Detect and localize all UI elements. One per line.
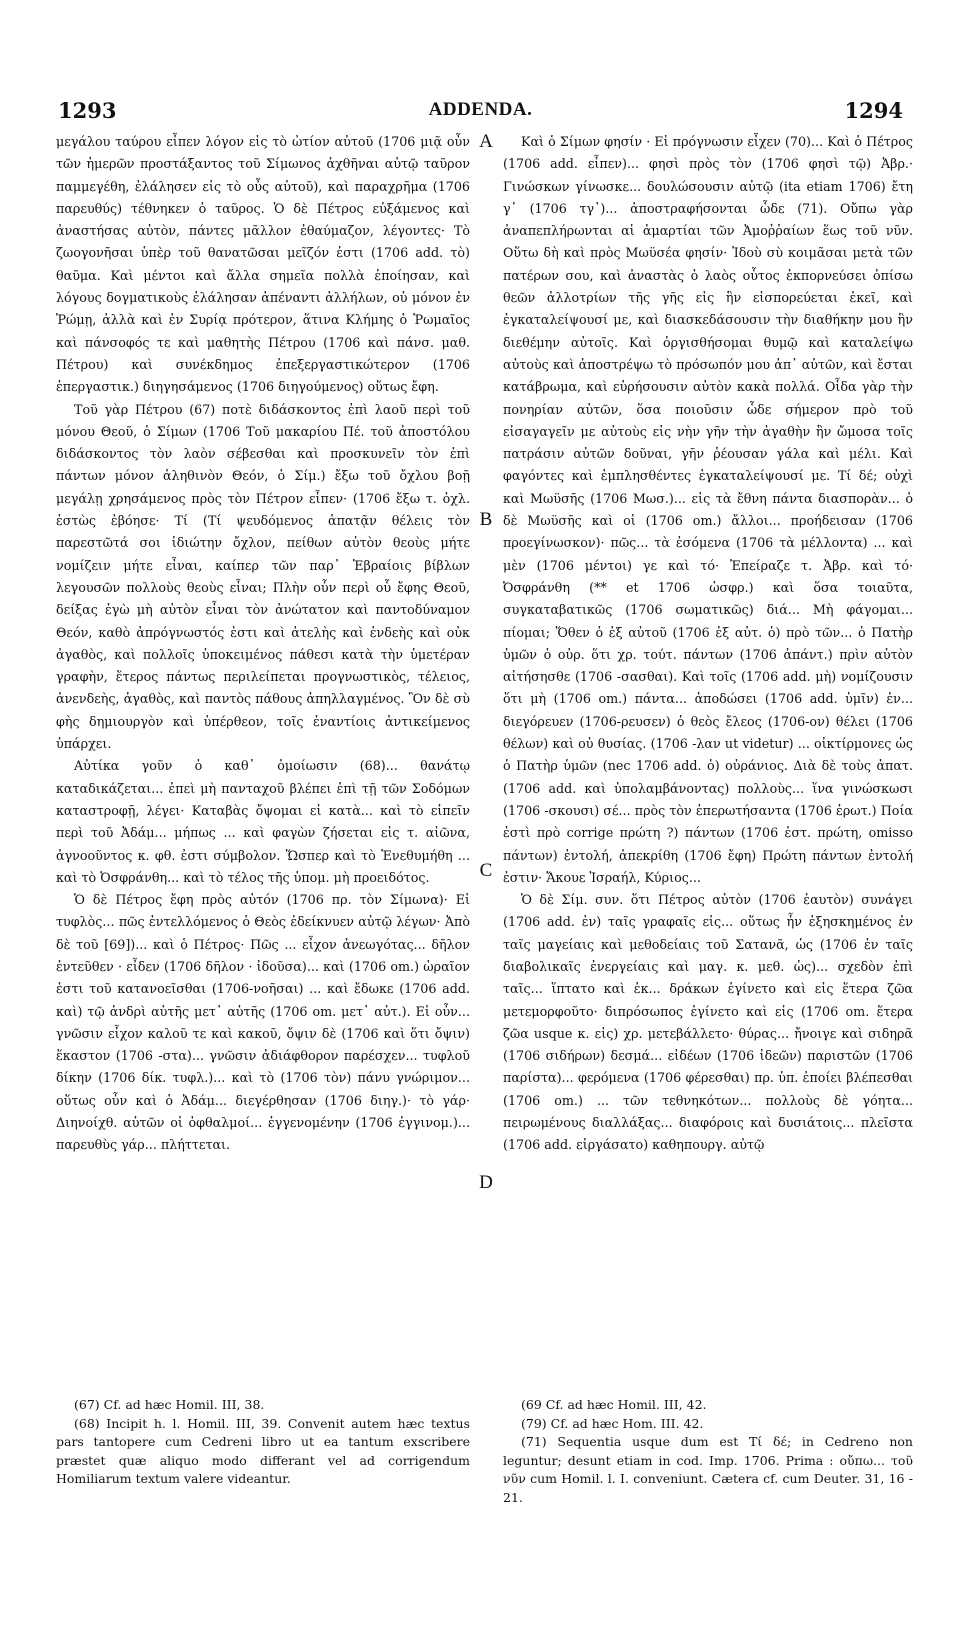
footnote: (68) Incipit h. l. Homil. III, 39. Convenit autem hæc textus pars tantopere cum Cedreni libro ut ea tantum exscribere præstet quæ aliquo modo differant vel ad corrigendum Homiliarum textum valere videantur. — [56, 1415, 470, 1487]
left-paragraph: μεγάλου ταύρου εἶπεν λόγον εἰς τὸ ὠτίον αὐτοῦ (1706 μιᾷ οὖν τῶν ἡμερῶν προστάξαντος τοῦ Σίμωνος ἀχθῆναι αὐτῷ ταῦρον παμμεγέθη, ἐλάλησεν εἰς τὸ οὖς αὐτοῦ), καὶ παραχρῆμα (1706 παρευθύς) τέθνηκεν ὁ ταῦρος. Ὁ δὲ Πέτρος εὐξάμενος καὶ ἀναστήσας αὐτὸν, πάντες μᾶλλον ἐθαύμαζον, λέγοντες· Τὸ ζωογονῆσαι ὑπὲρ τοῦ θανατῶσαι μεῖζόν ἐστι (1706 add. τὸ) θαῦμα. Καὶ μέντοι καὶ ἄλλα σημεῖα πολλὰ ἐποίησαν, καὶ λόγους δογματικοὺς ἐλάλησαν ἀπέναντι ἀλλήλων, οὐ μόνον ἐν Ῥώμῃ, ἀλλὰ καὶ ἐν Συρίᾳ πρότερον, ἅτινα Κλήμης ὁ Ῥωμαῖος καὶ πάνσοφός τε καὶ μαθητὴς Πέτρου (1706 καὶ πάνσ. μαθ. Πέτρου) καὶ συνέκδημος ἐπεξεργαστικώτερον (1706 ἐπεργαστικ.) διηγησάμενος (1706 διηγούμενος) οὕτως ἔφη. — [56, 134, 470, 395]
running-title: ADDENDA. — [428, 99, 533, 120]
footnote: (67) Cf. ad hæc Homil. III, 38. — [74, 1397, 265, 1412]
page-number-right: 1294 — [844, 98, 903, 123]
left-paragraph: Αὐτίκα γοῦν ὁ καθ᾽ ὁμοίωσιν (68)... θανάτῳ καταδικάζεται... ἐπεὶ μὴ πανταχοῦ βλέπει ἐπὶ τῇ τῶν Σοδόμων καταστροφῇ, λέγει· Καταβὰς ὄψομαι εἰ κατὰ... καὶ τὸ εἰπεῖν περὶ τοῦ Ἀδάμ... μήπως ... καὶ φαγὼν ζήσεται εἰς τ. αἰῶνα, ἀγνοοῦντος κ. φθ. ἐστι σύμβολον. Ὥσπερ καὶ τὸ Ἐνεθυμήθη ... καὶ τὸ Ὀσφράνθη... καὶ τὸ τέλος τῆς ὑπομ. μὴ προειδότος. — [56, 758, 470, 885]
left-paragraph: Ὁ δὲ Πέτρος ἔφη πρὸς αὐτόν (1706 πρ. τὸν Σίμωνα)· Εἰ τυφλὸς... πῶς ἐντελλόμενος ὁ Θεὸς ἐδείκνυεν αὐτῷ λέγων· Ἀπὸ δὲ τοῦ [69])... καὶ ὁ Πέτρος· Πῶς ... εἶχον ἀνεωγότας... δῆλον ἐντεῦθεν · εἶδεν (1706 δῆλον · ἰδοῦσα)... καὶ (1706 om.) ὡραῖον ἐστι τοῦ κατανοεῖσθαι (1706-νοῆσαι) ... καὶ ἔδωκε (1706 add. καὶ) τῷ ἀνδρὶ αὐτῆς μετ᾽ αὐτῆς (1706 om. μετ᾽ αὐτ.). Εἰ οὖν... γνῶσιν εἶχον καλοῦ τε καὶ κακοῦ, ὄψιν δὲ (1706 καὶ ὅτι ὄψιν) ἕκαστον (1706 -στα)... γνῶσιν ἀδιάφθορον παρέσχεν... τυφλοῦ δίκην (1706 δίκ. τυφλ.)... καὶ τὸ (1706 τὸν) πάνυ γνώριμον... οὕτως οὖν καὶ ὁ Ἀδάμ... διεγέρθησαν (1706 διηγ.)· τὸ γάρ· Διηνοίχθ. αὐτῶν οἱ ὀφθαλμοί... ἐγγενομένην (1706 ἐγγινομ.)... παρευθὺς γάρ... πλήττεται. — [56, 892, 470, 1153]
footnote: (79) Cf. ad hæc Hom. III. 42. — [521, 1415, 704, 1431]
left-column — [56, 131, 470, 1157]
footnotes-left — [56, 1396, 470, 1489]
page-number-left: 1293 — [58, 98, 117, 123]
section-marker-b: B — [479, 509, 493, 530]
footnote: (69 Cf. ad hæc Homil. III, 42. — [521, 1397, 707, 1412]
right-paragraph: Ὁ δὲ Σίμ. συν. ὅτι Πέτρος αὐτὸν (1706 ἑαυτὸν) συνάγει (1706 add. ἐν) ταῖς γραφαῖς εἰς... οὕτως ἦν ἐξησκημένος ἐν ταῖς μαγείαις καὶ μεθοδείαις τοῦ Σατανᾶ, ὡς (1706 ἐν ταῖς διαβολικαῖς ἐνεργείαις καὶ μαγ. κ. μεθ. ὡς)... σχεδὸν ἐπὶ ταῖς... ἵπτατο καὶ ἐκ... δράκων ἐγίνετο καὶ εἰς ἕτερα ζῶα μετεμορφοῦτο· διπρόσωπος ἐγίνετο καὶ εἰς (1706 om. ἕτερα ζῶα usque κ. εἰς) χρ. μετεβάλλετο· θύρας... ἤνοιγε καὶ σιδηρᾶ (1706 σιδήρων) δεσμά... εἰδέων (1706 ἰδεῶν) παριστῶν (1706 παρίστα)... φερόμενα (1706 φέρεσθαι) πρ. ὑπ. ἐποίει βλέπεσθαι (1706 om.) ... τῶν τεθνηκότων... πολλοὺς δὲ γόητα... πειρωμένους διαλλάξας... διαφόροις καὶ δυσιάτοις... πλεῖστα (1706 add. εἰργάσατο) καθηπουργ. αὐτῷ — [503, 892, 913, 1153]
section-marker-a: A — [479, 131, 493, 152]
footnote: (71) Sequentia usque dum est Τί δέ; in Cedreno non leguntur; desunt etiam in cod. Imp. 1706. Prima : οὔπω... τοῦ νῦν cum Homil. l. I. conveniunt. Cætera cf. cum Deuter. 31, 16 - 21. — [503, 1434, 913, 1505]
running-header — [58, 98, 903, 128]
left-paragraph: Τοῦ γὰρ Πέτρου (67) ποτὲ διδάσκοντος ἐπὶ λαοῦ περὶ τοῦ μόνου Θεοῦ, ὁ Σίμων (1706 Τοῦ μακαρίου Πέ. τοῦ ἀποστόλου διδάσκοντος τὸν λαὸν σέβεσθαι καὶ προσκυνεῖν τὸν ἐπὶ πάντων μόνον ἀληθινὸν Θεόν, ὁ Σίμ.) ἔξω τοῦ ὄχλου βοῇ μεγάλῃ χρησάμενος πρὸς τὸν Πέτρον εἶπεν· (1706 ἔξω τ. ὀχλ. ἑστὼς ἐβόησε· Τί (Τί ψευδόμενος ἀπατᾷν θέλεις τὸν παρεστῶτά σοι ἰδιώτην ὄχλον, πείθων αὐτὸν θεοὺς μήτε νομίζειν μήτε εἶναι, καίπερ τῶν παρ᾽ Ἑβραίοις βίβλων λεγουσῶν πολλοὺς θεοὺς εἶναι; Πλὴν οὖν περὶ οὗ ἔφης Θεοῦ, δείξας ἐγὼ μὴ αὐτὸν εἶναι τὸν ἀνώτατον καὶ παντοδύναμον Θεόν, καθὸ ἀπρόγνωστός ἐστι καὶ ἀτελὴς καὶ ἐνδεὴς καὶ οὐκ ἀγαθὸς, καὶ πολλοῖς ὑποκειμένος πάθεσι κατὰ τὴν ὑμετέραν γραφὴν, ἕτερος πάντως περιλείπεται προγνωστικὸς, τέλειος, ἀνενδεὴς, ἀγαθὸς, καὶ παντὸς πάθους ἀπηλλαγμένος. Ὃν δὲ σὺ φὴς δημιουργὸν καὶ ὑπέρθεον, τοῖς ἐναντίοις ἀντικείμενος ὑπάρχει. — [56, 401, 470, 752]
section-marker-d: D — [479, 1172, 493, 1193]
section-marker-c: C — [479, 860, 493, 881]
right-paragraph: Καὶ ὁ Σίμων φησίν · Εἰ πρόγνωσιν εἶχεν (70)... Καὶ ὁ Πέτρος (1706 add. εἶπεν)... φησὶ πρὸς τὸν (1706 φησὶ τῷ) Ἀβρ.· Γινώσκων γίνωσκε... δουλώσουσιν αὐτῷ (ita etiam 1706) ἔτη γ᾽ (1706 τγ᾽)... ἀποστραφήσονται ὧδε (71). Οὔπω γὰρ ἀναπεπλήρωνται αἱ ἁμαρτίαι τῶν Ἀμοῤῥαίων ἕως τοῦ νῦν. Οὕτω δὴ καὶ πρὸς Μωϋσέα φησίν· Ἰδοὺ σὺ κοιμᾶσαι μετὰ τῶν πατέρων σου, καὶ ἀναστὰς ὁ λαὸς οὗτος ἐκπορνεύσει ὀπίσω θεῶν ἀλλοτρίων τῆς γῆς εἰς ἣν εἰσπορεύεται ἐκεῖ, καὶ ἐγκαταλείψουσί με, καὶ διασκεδάσουσιν τὴν διαθήκην μου ἣν διεθέμην αὐτοῖς. Καὶ ὀργισθήσομαι θυμῷ καὶ καταλείψω αὐτοὺς καὶ ἀποστρέψω τὸ πρόσωπόν μου ἀπ᾽ αὐτῶν, καὶ ἔσται κατάβρωμα, καὶ εὑρήσουσιν αὐτὸν κακὰ πολλά. Οἶδα γὰρ τὴν πονηρίαν αὐτῶν, ὅσα ποιοῦσιν ὧδε σήμερον πρὸ τοῦ εἰσαγαγεῖν με αὐτοὺς εἰς νὴν γῆν τὴν ἀγαθὴν ἣν ὤμοσα τοῖς πατράσιν αὐτῶν δοῦναι, γῆν ῥέουσαν γάλα καὶ μέλι. Καὶ φαγόντες καὶ ἐμπλησθέντες ἐγκαταλείψουσί με. Τί δέ; οὐχὶ καὶ Μωϋσῆς (1706 Μωσ.)... εἰς τὰ ἔθνη πάντα διασπορὰν... ὁ δὲ Μωϋσῆς καὶ οἱ (1706 om.) ἄλλοι... προήδεισαν (1706 προεγίνωσκον)· πῶς... τὰ ἐσόμενα (1706 τὰ μέλλοντα) ... καὶ μὲν (1706 μέντοι) γε καὶ τό· Ἐπείραζε τ. Ἀβρ. καὶ τό· Ὀσφράνθη (** et 1706 ὠσφρ.) καὶ ὅσα τοιαῦτα, συγκαταβατικῶς (1706 σωματικῶς) διά... Μὴ φάγομαι... πίομαι; Ὅθεν ὁ ἐξ αὐτοῦ (1706 ἐξ αὐτ. ὁ) πρὸ τῶν... ὁ Πατὴρ ὑμῶν ὁ οὐρ. ὅτι χρ. τούτ. πάντων (1706 ἁπάντ.) πρὶν αὐτὸν αἰτήσησθε (1706 -σασθαι). Καὶ τοῖς (1706 add. μὴ) νομίζουσιν ὅτι μὴ (1706 om.) πάντα... ἀποδώσει (1706 add. ὑμῖν) ἐν... διεγόρευεν (1706-ρευσεν) ὁ θεὸς ἔλεος (1706-ον) θέλει (1706 θέλων) καὶ οὐ θυσίας. (1706 -λαν ut videtur) ... οἰκτίρμονες ὡς ὁ Πατὴρ ὑμῶν (nec 1706 add. ὁ) οὐράνιος. Διὰ δὲ τοὺς ἀπατ. (1706 add. καὶ ὑπολαμβάνοντας) πολλοὺς... ἵνα γινώσκωσι (1706 -σκουσι) σέ... πρὸς τὸν ἐπερωτήσαντα (1706 ἐρωτ.) Ποία ἐστὶ πρὸ corrige πρώτη ?) πάντων (1706 ἐστ. πρώτη, omisso πάντων) ἐντολή, ἀπεκρίθη (1706 ἔφη) Πρώτη πάντων ἐντολή ἐστιν· Ἄκουε Ἰσραήλ, Κύριος... — [503, 134, 913, 885]
right-column — [503, 131, 913, 1157]
footnotes-right — [503, 1396, 913, 1508]
